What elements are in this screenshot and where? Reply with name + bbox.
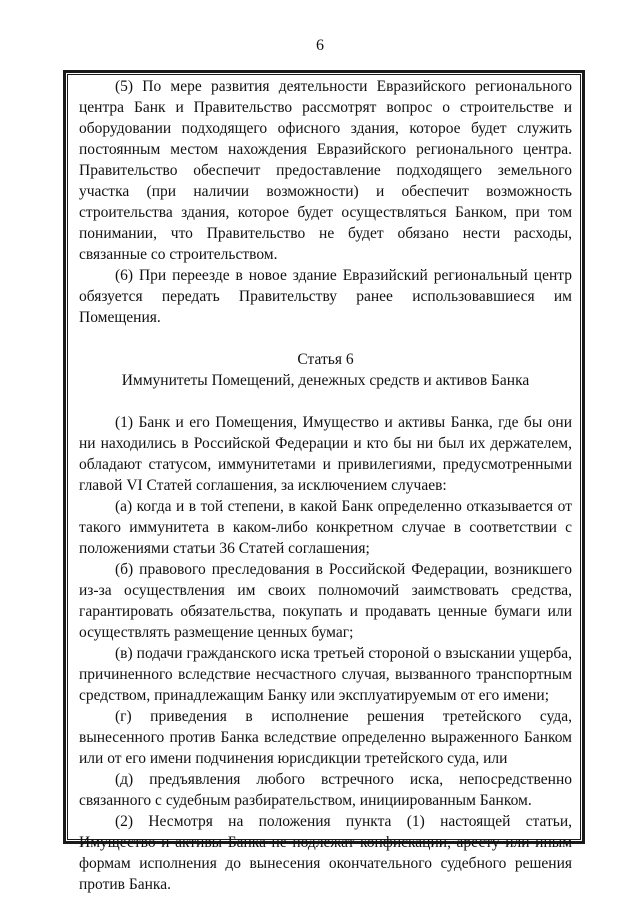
clause-2: (2) Несмотря на положения пункта (1) настоящей статьи, Имущество и активы Банка не подлежат конфискации, аресту или иным формам исполнения до вынесения окончательного судебного решения против Банка. xyxy=(79,813,572,893)
clause-1-a: (а) когда и в той степени, в какой Банк определенно отказывается от такого иммунитета в каком-либо конкретном случае в соответствии с положениями статьи 36 Статей соглашения; xyxy=(79,498,572,557)
page-number: 6 xyxy=(316,37,324,54)
article-number: Статья 6 xyxy=(297,351,354,368)
paragraph-6: (6) При переезде в новое здание Евразийский региональный центр обязуется передать Правительству ранее использовавшиеся им Помещения. xyxy=(79,267,572,326)
article-title: Иммунитеты Помещений, денежных средств и активов Банка xyxy=(121,372,530,389)
clause-1-e: (д) предъявления любого встречного иска, непосредственно связанного с судебным разбирательством, инициированным Банком. xyxy=(79,771,572,809)
clause-1: (1) Банк и его Помещения, Имущество и активы Банка, где бы они ни находились в Российской Федерации и кто бы ни был их держателем, обладают статусом, иммунитетами и привилегиями, предусмотренными главой VI Статей соглашения, за исключением случаев: xyxy=(79,414,572,494)
paragraph-5: (5) По мере развития деятельности Евразийского регионального центра Банк и Правительство рассмотрят вопрос о строительстве и оборудовании подходящего офисного здания, которое будет служить постоянным местом нахождения Евразийского регионального центра. Правительство обеспечит предоставление подходящего земельного участка (при наличии возможности) и обеспечит возможность строительства здания, которое будет осуществляться Банком, при том понимании, что Правительство не будет обязано нести расходы, связанные со строительством. xyxy=(79,78,572,263)
clause-1-d: (г) приведения в исполнение решения третейского суда, вынесенного против Банка вследствие определенно выраженного Банком или от его имени подчинения юрисдикции третейского суда, или xyxy=(79,708,572,767)
clause-1-c: (в) подачи гражданского иска третьей стороной о взыскании ущерба, причиненного вследствие несчастного случая, вызванного транспортным средством, принадлежащим Банку или эксплуатируемым от его имени; xyxy=(79,645,572,704)
clause-1-b: (б) правового преследования в Российской Федерации, возникшего из-за осуществления им своих полномочий заимствовать средства, гарантировать обязательства, покупать и продавать ценные бумаги или осуществлять размещение ценных бумаг; xyxy=(79,561,572,641)
document-body xyxy=(79,76,572,895)
